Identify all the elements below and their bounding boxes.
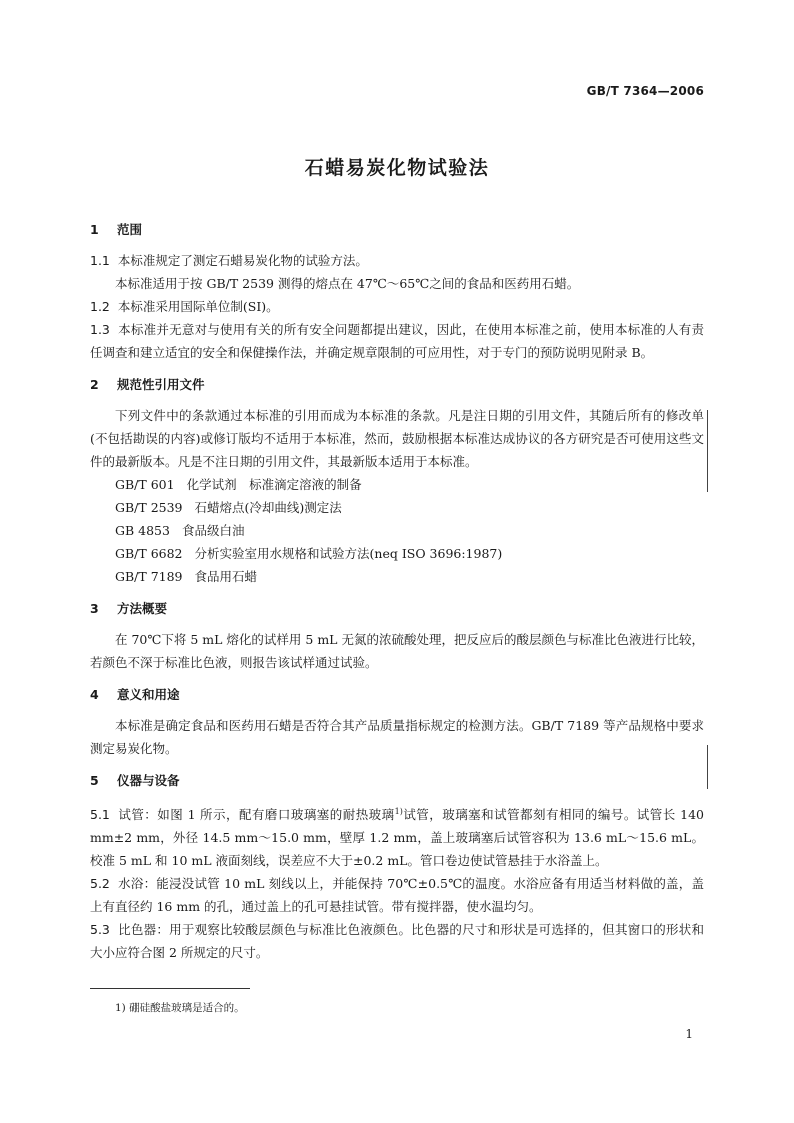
- clause-number: 1.1: [90, 253, 110, 268]
- document-body: [90, 219, 704, 964]
- reference-code: GB/T 6682: [115, 546, 183, 561]
- clause-1-1: [90, 249, 704, 272]
- section-2-heading: [90, 374, 704, 396]
- significance-text: 本标准是确定食品和医药用石蜡是否符合其产品质量指标规定的检测方法。GB/T 7189 等产品规格中要求测定易炭化物。: [90, 718, 704, 756]
- clause-number: 5.3: [90, 922, 110, 938]
- clause-5-3: [90, 918, 704, 964]
- reference-item: [90, 565, 704, 588]
- reference-title: 化学试剂 标准滴定溶液的制备: [186, 477, 362, 492]
- clause-text: 水浴：能浸没试管 10 mL 刻线以上，并能保持 70℃±0.5℃的温度。水浴应备有用适当材料做的盖，盖上有直径约 16 mm 的孔，通过盖上的孔可悬挂试管。带有搅拌器，使水温均匀。: [90, 876, 704, 915]
- reference-title: 分析实验室用水规格和试验方法(neq ISO 3696:1987): [194, 546, 503, 561]
- clause-text: 本标准规定了测定石蜡易炭化物的试验方法。: [117, 253, 368, 268]
- reference-code: GB 4853: [115, 523, 170, 538]
- clause-text: 本标准采用国际单位制(SI)。: [117, 299, 279, 314]
- section-number: 4: [90, 687, 99, 702]
- section-title: 意义和用途: [117, 687, 180, 702]
- normative-references-intro: 下列文件中的条款通过本标准的引用而成为本标准的条款。凡是注日期的引用文件，其随后所有的修改单(不包括勘误的内容)或修订版均不适用于本标准，然而，鼓励根据本标准达成协议的各方研究是否可使用这些文件的最新版本。凡是不注日期的引用文件，其最新版本适用于本标准。: [90, 408, 704, 469]
- clause-1-3: [90, 318, 704, 364]
- reference-item: [90, 542, 704, 565]
- reference-code: GB/T 2539: [115, 500, 183, 515]
- reference-item: [90, 496, 704, 519]
- reference-code: GB/T 7189: [115, 569, 183, 584]
- section-title: 范围: [117, 222, 143, 237]
- change-bar: [707, 410, 708, 492]
- reference-code: GB/T 601: [115, 477, 175, 492]
- reference-title: 食品级白油: [181, 523, 245, 538]
- clause-number: 1.2: [90, 299, 110, 314]
- method-summary-text: 在 70℃下将 5 mL 熔化的试样用 5 mL 无氮的浓硫酸处理，把反应后的酸层颜色与标准比色液进行比较，若颜色不深于标准比色液，则报告该试样通过试验。: [90, 632, 704, 670]
- clause-text-continued: 试管，玻璃塞和试管都刻有相同的编号。试管长 140 mm±2 mm，外径 14.5 mm～15.0 mm，壁厚 1.2 mm，盖上玻璃塞后试管容积为 13.6 mL～15.6 mL。校准 5 mL 和 10 mL 液面刻线，误差应不大于±0.2 mL。管口卷边使试管悬挂于水浴盖上。: [90, 807, 704, 869]
- section-title: 仪器与设备: [117, 773, 180, 788]
- page-number: 1: [685, 1027, 693, 1041]
- section-title: 规范性引用文件: [117, 377, 205, 392]
- section-5-heading: [90, 770, 704, 792]
- clause-5-1: [90, 800, 704, 872]
- section-number: 2: [90, 377, 99, 392]
- section-number: 5: [90, 773, 99, 788]
- clause-number: 5.1: [90, 807, 110, 823]
- reference-item: [90, 519, 704, 542]
- change-bar: [707, 745, 708, 789]
- section-number: 3: [90, 601, 99, 616]
- section-1-heading: [90, 219, 704, 241]
- clause-text: 比色器：用于观察比较酸层颜色与标准比色液颜色。比色器的尺寸和形状是可选择的，但其窗口的形状和大小应符合图 2 所规定的尺寸。: [90, 922, 704, 961]
- standard-code: GB/T 7364—2006: [586, 84, 704, 98]
- footnote: 1) 硼硅酸盐玻璃是适合的。: [115, 1002, 245, 1014]
- reference-item: [90, 473, 704, 496]
- clause-text: 试管：如图 1 所示，配有磨口玻璃塞的耐热玻璃: [117, 807, 395, 823]
- clause-number: 1.3: [90, 322, 110, 337]
- clause-1-1-paragraph: 本标准适用于按 GB/T 2539 测得的熔点在 47℃～65℃之间的食品和医药用石蜡。: [115, 276, 580, 291]
- footnote-marker: 1): [394, 807, 403, 816]
- clause-text: 本标准并无意对与使用有关的所有安全问题都提出建议，因此，在使用本标准之前，使用本标准的人有责任调查和建立适宜的安全和保健操作法，并确定规章限制的可应用性，对于专门的预防说明见附录 B。: [90, 322, 704, 360]
- section-3-heading: [90, 598, 704, 620]
- clause-1-2: [90, 295, 704, 318]
- section-title: 方法概要: [117, 601, 168, 616]
- section-4-heading: [90, 684, 704, 706]
- footnote-divider: [90, 988, 250, 989]
- reference-title: 石蜡熔点(冷却曲线)测定法: [194, 500, 342, 515]
- clause-5-2: [90, 872, 704, 918]
- clause-number: 5.2: [90, 876, 110, 892]
- section-number: 1: [90, 222, 99, 237]
- document-title: 石蜡易炭化物试验法: [304, 157, 490, 179]
- reference-title: 食品用石蜡: [194, 569, 258, 584]
